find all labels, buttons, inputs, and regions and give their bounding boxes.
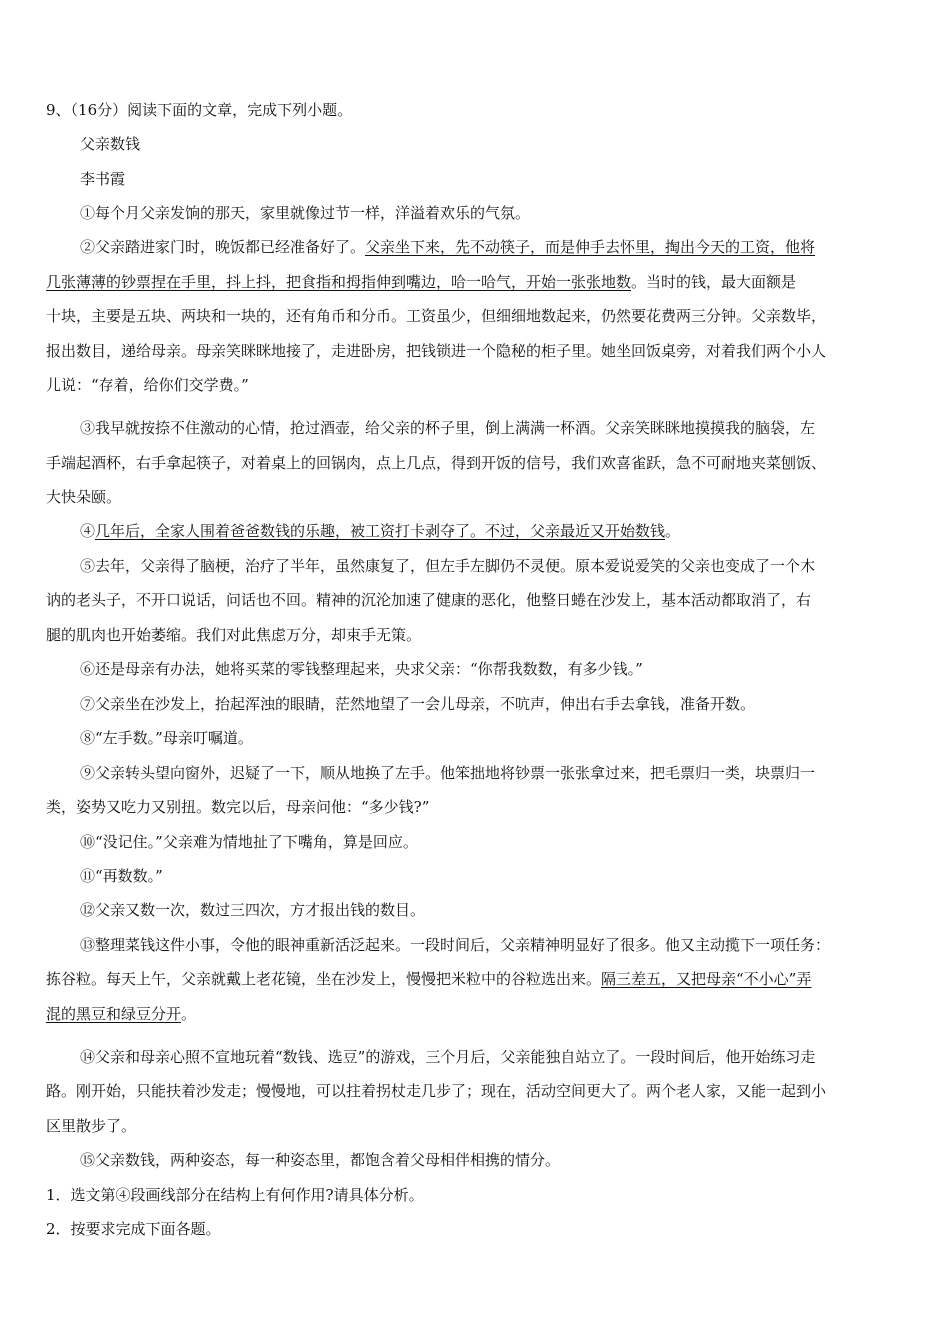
paragraph-13-underlined: 混的黑豆和绿豆分开 [46,1005,182,1023]
paragraph-2-line-3: 十块，主要是五块、两块和一块的，还有角币和分币。工资虽少，但细细地数起来，仍然要花费两三分钟。父亲数毕， [46,307,827,325]
paragraph-2-line-1 [80,237,815,257]
paragraph-12: ⑫父亲又数一次，数过三四次，方才报出钱的数目。 [80,901,426,919]
paragraph-13-line-3 [46,1004,196,1024]
sub-question-1: 1．选文第④段画线部分在结构上有何作用?请具体分析。 [46,1186,424,1204]
paragraph-2-underlined: 父亲坐下来，先不动筷子，而是伸手去怀里，掏出今天的工资，他将 [365,238,816,256]
paragraph-3-line-3: 大快朵颐。 [46,488,122,506]
paragraph-8: ⑧“左手数。”母亲叮嘱道。 [80,729,253,747]
paragraph-15: ⑮父亲数钱，两种姿态，每一种姿态里，都饱含着父母相伴相携的情分。 [80,1151,561,1169]
article-author: 李书霞 [80,170,126,188]
paragraph-13-line-1: ⑬整理菜钱这件小事，令他的眼神重新活泛起来。一段时间后，父亲精神明显好了很多。他又主动揽下一项任务： [80,936,831,954]
paragraph-14-line-2: 路。刚开始，只能扶着沙发走；慢慢地，可以拄着拐杖走几步了；现在，活动空间更大了。两个老人家，又能一起到小 [46,1082,827,1100]
paragraph-3-line-2: 手端起酒杯，右手拿起筷子，对着桌上的回锅肉，点上几点，得到开饭的信号，我们欢喜雀跃，急不可耐地夹菜刨饭、 [46,454,827,472]
paragraph-13-line-2 [46,969,811,989]
paragraph-2-text: 。当时的钱，最大面额是 [631,273,797,291]
question-header: 9、（16分）阅读下面的文章，完成下列小题。 [46,101,353,119]
paragraph-4-period: 。 [665,522,681,540]
paragraph-5-line-3: 腿的肌肉也开始萎缩。我们对此焦虑万分，却束手无策。 [46,626,422,644]
paragraph-5-line-1: ⑤去年，父亲得了脑梗，治疗了半年，虽然康复了，但左手左脚仍不灵便。原本爱说爱笑的父亲也变成了一个木 [80,557,816,575]
paragraph-9-line-2: 类，姿势又吃力又别扭。数完以后，母亲问他：“多少钱?” [46,798,430,816]
paragraph-1: ①每个月父亲发饷的那天，家里就像过节一样，洋溢着欢乐的气氛。 [80,204,531,222]
paragraph-4-number: ④ [80,522,96,540]
paragraph-7: ⑦父亲坐在沙发上，抬起浑浊的眼睛，茫然地望了一会儿母亲，不吭声，伸出右手去拿钱，准备开数。 [80,695,756,713]
paragraph-13-text: 拣谷粒。每天上午，父亲就戴上老花镜，坐在沙发上，慢慢把米粒中的谷粒选出来。 [46,970,602,988]
paragraph-5-line-2: 讷的老头子，不开口说话，问话也不回。精神的沉沦加速了健康的恶化，他整日蜷在沙发上，基本活动都取消了，右 [46,591,812,609]
paragraph-2-underlined: 几张薄薄的钞票捏在手里，抖上抖，把食指和拇指伸到嘴边，哈一哈气，开始一张张地数 [46,273,632,291]
paragraph-6: ⑥还是母亲有办法，她将买菜的零钱整理起来，央求父亲：“你帮我数数，有多少钱。” [80,660,643,678]
paragraph-2-line-5: 儿说：“存着，给你们交学费。” [46,376,249,394]
paragraph-3-line-1: ③我早就按捺不住激动的心情，抢过酒壶，给父亲的杯子里，倒上满满一杯酒。父亲笑眯眯地摸摸我的脑袋，左 [80,419,816,437]
paragraph-4 [80,521,680,541]
paragraph-4-underlined: 几年后，全家人围着爸爸数钱的乐趣，被工资打卡剥夺了。不过，父亲最近又开始数钱 [95,522,666,540]
paragraph-14-line-3: 区里散步了。 [46,1117,137,1135]
paragraph-2-line-2 [46,272,796,292]
paragraph-2-line-4: 报出数目，递给母亲。母亲笑眯眯地接了，走进卧房，把钱锁进一个隐秘的柜子里。她坐回饭桌旁，对着我们两个小人 [46,342,827,360]
paragraph-13-underlined: 隔三差五，又把母亲“不小心”弄 [601,970,812,988]
paragraph-2-text: ②父亲踏进家门时，晚饭都已经准备好了。 [80,238,366,256]
article-title: 父亲数钱 [80,135,141,153]
paragraph-10: ⑩“没记住。”父亲难为情地扯了下嘴角，算是回应。 [80,833,418,851]
paragraph-14-line-1: ⑭父亲和母亲心照不宣地玩着“数钱、选豆”的游戏，三个月后，父亲能独自站立了。一段时间后，他开始练习走 [80,1048,816,1066]
paragraph-13-period: 。 [181,1005,197,1023]
paragraph-11: ⑪“再数数。” [80,867,163,885]
paragraph-9-line-1: ⑨父亲转头望向窗外，迟疑了一下，顺从地换了左手。他笨拙地将钞票一张张拿过来，把毛票归一类，块票归一 [80,764,816,782]
sub-question-2: 2．按要求完成下面各题。 [46,1220,221,1238]
